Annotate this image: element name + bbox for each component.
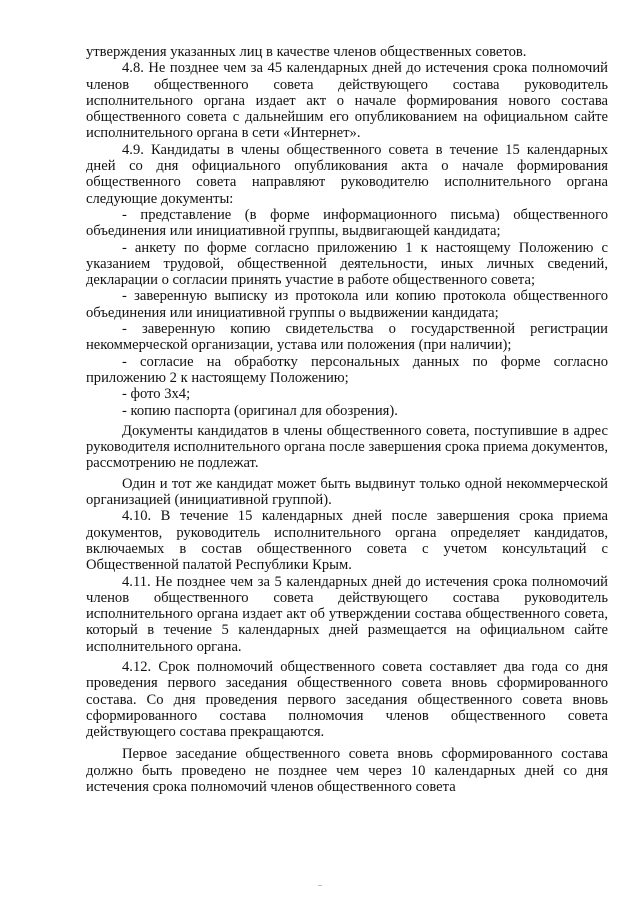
paragraph-4-11: 4.11. Не позднее чем за 5 календарных дней до истечения срока полномочий членов общественного совета действующего состава руководитель исполнительного органа издает акт об утверждении состава общественного совета, который в течение 5 календарных дней размещается на официальном сайте исполнительного органа. — [86, 573, 608, 655]
paragraph-4-10: 4.10. В течение 15 календарных дней после завершения срока приема документов, руководитель исполнительного органа определяет кандидатов, включаемых в состав общественного совета с учетом консультаций с Общественной палатой Республики Крым. — [86, 508, 608, 574]
list-item-protocol-extract: - заверенную выписку из протокола или копию протокола общественного объединения или инициативной группы о выдвижении кандидата; — [86, 288, 608, 321]
paragraph-late-documents: Документы кандидатов в члены общественного совета, поступившие в адрес руководителя исполнительного органа после завершения срока приема документов, рассмотрению не подлежат. — [86, 422, 608, 472]
document-page — [86, 44, 608, 795]
list-item-consent: - согласие на обработку персональных данных по форме согласно приложению 2 к настоящему Положению; — [86, 353, 608, 386]
scan-artifact — [318, 885, 322, 886]
paragraph-4-8: 4.8. Не позднее чем за 45 календарных дней до истечения срока полномочий членов общественного совета действующего состава руководитель исполнительного органа издает акт о начале формирования нового состава общественного совета с дальнейшим его опубликованием на официальном сайте исполнительного органа в сети «Интернет». — [86, 60, 608, 142]
paragraph-continuation: утверждения указанных лиц в качестве членов общественных советов. — [86, 44, 527, 60]
list-item-passport: - копию паспорта (оригинал для обозрения). — [122, 402, 398, 419]
list-item-registration-copy: - заверенную копию свидетельства о государственной регистрации некоммерческой организации, устава или положения (при наличии); — [86, 321, 608, 354]
paragraph-4-12: 4.12. Срок полномочий общественного совета составляет два года со дня проведения первого заседания общественного совета вновь сформированного состава. Со дня проведения первого заседания общественного совета вновь сформированного состава полномочия членов общественного совета действующего состава прекращаются. — [86, 658, 608, 741]
paragraph-4-9: 4.9. Кандидаты в члены общественного совета в течение 15 календарных дней со дня официального опубликования акта о начале формирования общественного совета направляют руководителю исполнительного органа следующие документы: — [86, 141, 608, 207]
list-item-questionnaire: - анкету по форме согласно приложению 1 к настоящему Положению с указанием трудовой, общественной деятельности, иных личных сведений, декларации о согласии принять участие в работе общественного совета; — [86, 239, 608, 289]
paragraph-first-meeting: Первое заседание общественного совета вновь сформированного состава должно быть проведено не позднее чем через 10 календарных дней со дня истечения срока полномочий членов общественного совета — [86, 746, 608, 796]
list-item-photo: - фото 3х4; — [122, 386, 191, 403]
list-item-representation: - представление (в форме информационного письма) общественного объединения или инициативной группы, выдвигающей кандидата; — [86, 206, 608, 240]
paragraph-single-nomination: Один и тот же кандидат может быть выдвинут только одной некоммерческой организацией (инициативной группой). — [86, 475, 608, 509]
